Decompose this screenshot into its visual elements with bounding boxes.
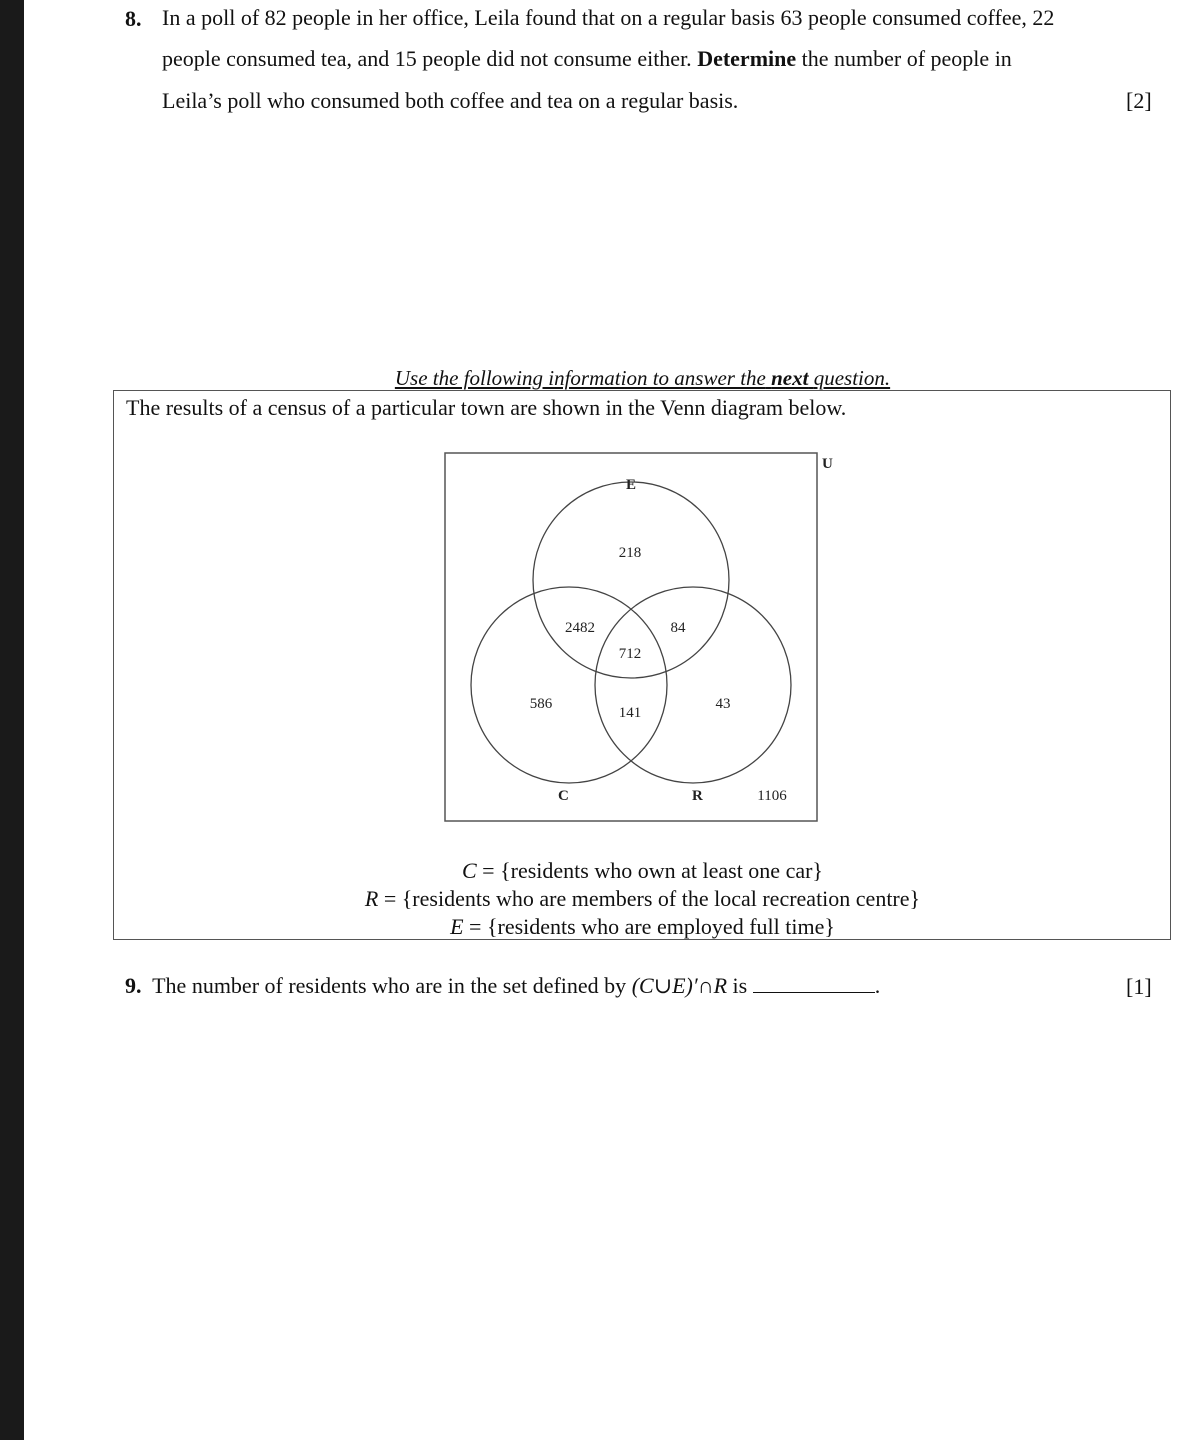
definition-E-variable: E: [450, 914, 464, 939]
question-8-command-word: Determine: [697, 46, 797, 71]
info-description: The results of a census of a particular town are shown in the Venn diagram below.: [126, 395, 847, 420]
question-9-period: .: [874, 973, 881, 998]
question-8-line-2-end: the number of people in: [801, 46, 1012, 71]
question-9-text: The number of residents who are in the set defined by: [152, 973, 627, 998]
question-9-marks: [1]: [1126, 974, 1152, 999]
answer-blank[interactable]: [753, 974, 875, 993]
info-intro-end: question.: [813, 366, 891, 390]
question-8-line-3: Leila’s poll who consumed both coffee and tea on a regular basis.: [162, 88, 739, 113]
region-C-and-R-only: 141: [618, 705, 642, 721]
set-C-circle: [471, 587, 667, 783]
set-R-circle: [595, 587, 791, 783]
definition-R: [0, 885, 1203, 913]
definition-C-text: = {residents who own at least one car}: [476, 858, 823, 883]
definition-E-text: = {residents who are employed full time}: [463, 914, 835, 939]
definition-R-text: = {residents who are members of the local recreation centre}: [378, 886, 921, 911]
region-E-only: 218: [618, 545, 642, 561]
info-intro-bold: next: [771, 366, 809, 390]
question-9: [125, 973, 880, 999]
definition-R-variable: R: [364, 886, 379, 911]
definition-E: [0, 913, 1203, 941]
region-R-only: 43: [715, 696, 731, 712]
question-8-number: 8.: [125, 6, 142, 31]
region-C-only: 586: [529, 696, 553, 712]
region-C-E-R: 712: [618, 646, 642, 662]
question-8-line-2-start: people consumed tea, and 15 people did not consume either.: [162, 46, 692, 71]
definition-C-variable: C: [461, 858, 477, 883]
region-C-and-E-only: 2482: [565, 620, 595, 636]
set-E-label: E: [626, 477, 637, 493]
question-8-line-1: In a poll of 82 people in her office, Leila found that on a regular basis 63 people consumed coffee, 22: [162, 5, 1055, 30]
question-8-marks: [2]: [1126, 88, 1152, 113]
question-9-expression: (C∪E)′∩R: [631, 973, 728, 998]
region-outside: 1106: [757, 788, 787, 804]
set-C-label: C: [558, 788, 569, 804]
universal-set-rectangle: [445, 453, 817, 821]
definition-C: [0, 857, 1203, 885]
set-R-label: R: [692, 788, 703, 804]
question-9-number: 9.: [125, 973, 142, 998]
question-9-is: is: [732, 973, 748, 998]
info-intro-start: Use the following information to answer the: [394, 366, 766, 390]
universe-label: U: [822, 456, 833, 472]
region-E-and-R-only: 84: [670, 620, 686, 636]
